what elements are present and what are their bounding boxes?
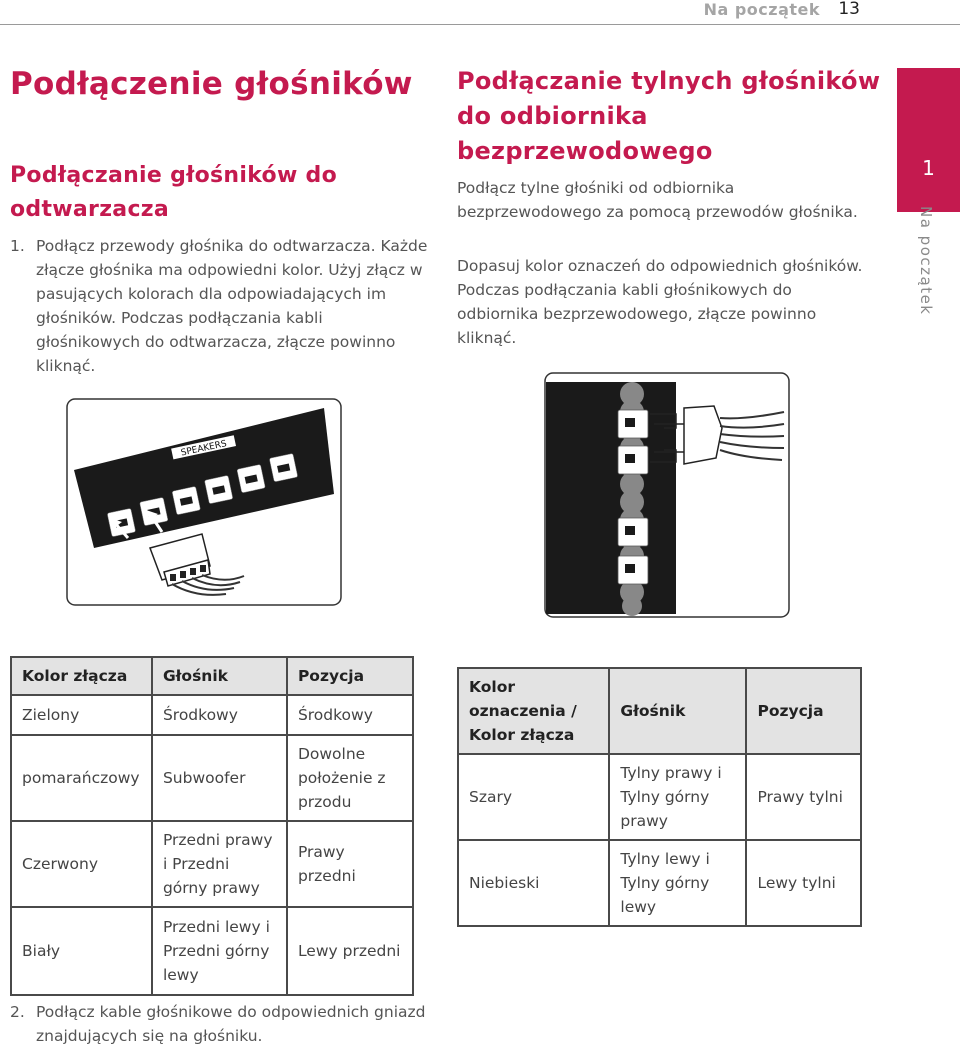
header-section-title: Na początek — [703, 0, 820, 19]
left-instructions — [10, 234, 430, 378]
chapter-tab — [897, 68, 960, 212]
table-cell: Dowolne położenie z przodu — [287, 735, 413, 821]
table-cell: Prawy przedni — [287, 821, 413, 907]
table-cell: Przedni lewy i Przedni górny lewy — [152, 907, 287, 995]
speakers-label: SPEAKERS — [180, 439, 228, 459]
right-paragraph-1: Podłącz tylne głośniki od odbiornika bezprzewodowego za pomocą przewodów głośnika. — [457, 179, 858, 221]
receiver-speaker-color-table — [457, 667, 862, 927]
chapter-number: 1 — [922, 156, 935, 180]
list-number: 1. — [10, 237, 25, 255]
table-row — [11, 695, 413, 735]
table-row — [458, 840, 861, 926]
table-row — [11, 821, 413, 907]
table-cell: Zielony — [11, 695, 152, 735]
table-row — [458, 754, 861, 840]
table-cell: Lewy przedni — [287, 907, 413, 995]
table-cell: Przedni prawy i Przedni górny prawy — [152, 821, 287, 907]
list-text: Podłącz przewody głośnika do odtwarzacza. Każde złącze głośnika ma odpowiedni kolor. Użyj złącz w pasujących kolorach dla odpowiadających im głośników. Podczas podłączania kabli głośnikowych do odtwarzacza, złącze powinno kliknąć. — [36, 237, 428, 375]
list-item — [10, 234, 430, 378]
table-cell: Środkowy — [287, 695, 413, 735]
column-header: Głośnik — [609, 668, 746, 754]
table-cell: Środkowy — [152, 695, 287, 735]
player-speaker-color-table — [10, 656, 414, 996]
page-title: Podłączenie głośników — [10, 66, 413, 102]
table-cell: Szary — [458, 754, 609, 840]
right-heading: Podłączanie tylnych głośników do odbiornika bezprzewodowego — [457, 67, 881, 165]
column-header: Pozycja — [746, 668, 861, 754]
table-header-row — [11, 657, 413, 695]
table-cell: Tylny lewy i Tylny górny lewy — [609, 840, 746, 926]
column-header: Kolor złącza — [11, 657, 152, 695]
column-header: Głośnik — [152, 657, 287, 695]
column-header: Kolor oznaczenia / Kolor złącza — [458, 668, 609, 754]
table-cell: Lewy tylni — [746, 840, 861, 926]
column-header: Pozycja — [287, 657, 413, 695]
table-header-row — [458, 668, 861, 754]
table-cell: Biały — [11, 907, 152, 995]
table-cell: Tylny prawy i Tylny górny prawy — [609, 754, 746, 840]
table-row — [11, 735, 413, 821]
list-number: 2. — [10, 1003, 25, 1021]
table-cell: Czerwony — [11, 821, 152, 907]
table-cell: Prawy tylni — [746, 754, 861, 840]
player-speaker-terminal-figure — [66, 398, 342, 606]
table-cell: Niebieski — [458, 840, 609, 926]
wireless-receiver-terminal-figure — [544, 372, 790, 618]
right-paragraph-2: Dopasuj kolor oznaczeń do odpowiednich głośników. Podczas podłączania kabli głośnikowych do odbiornika bezprzewodowego, złącze powinno kliknąć. — [457, 257, 863, 347]
list-item — [10, 1000, 430, 1047]
receiver-terminal-illustration — [544, 372, 790, 618]
header-rule — [0, 24, 960, 25]
player-terminal-illustration — [66, 398, 342, 606]
table-cell: pomarańczowy — [11, 735, 152, 821]
table-row — [11, 907, 413, 995]
table-cell: Subwoofer — [152, 735, 287, 821]
list-text: Podłącz kable głośnikowe do odpowiednich gniazd znajdujących się na głośniku. — [36, 1003, 426, 1045]
left-heading: Podłączanie głośników do odtwarzacza — [10, 163, 337, 222]
page-number: 13 — [838, 0, 860, 19]
chapter-label: Na początek — [917, 206, 935, 316]
